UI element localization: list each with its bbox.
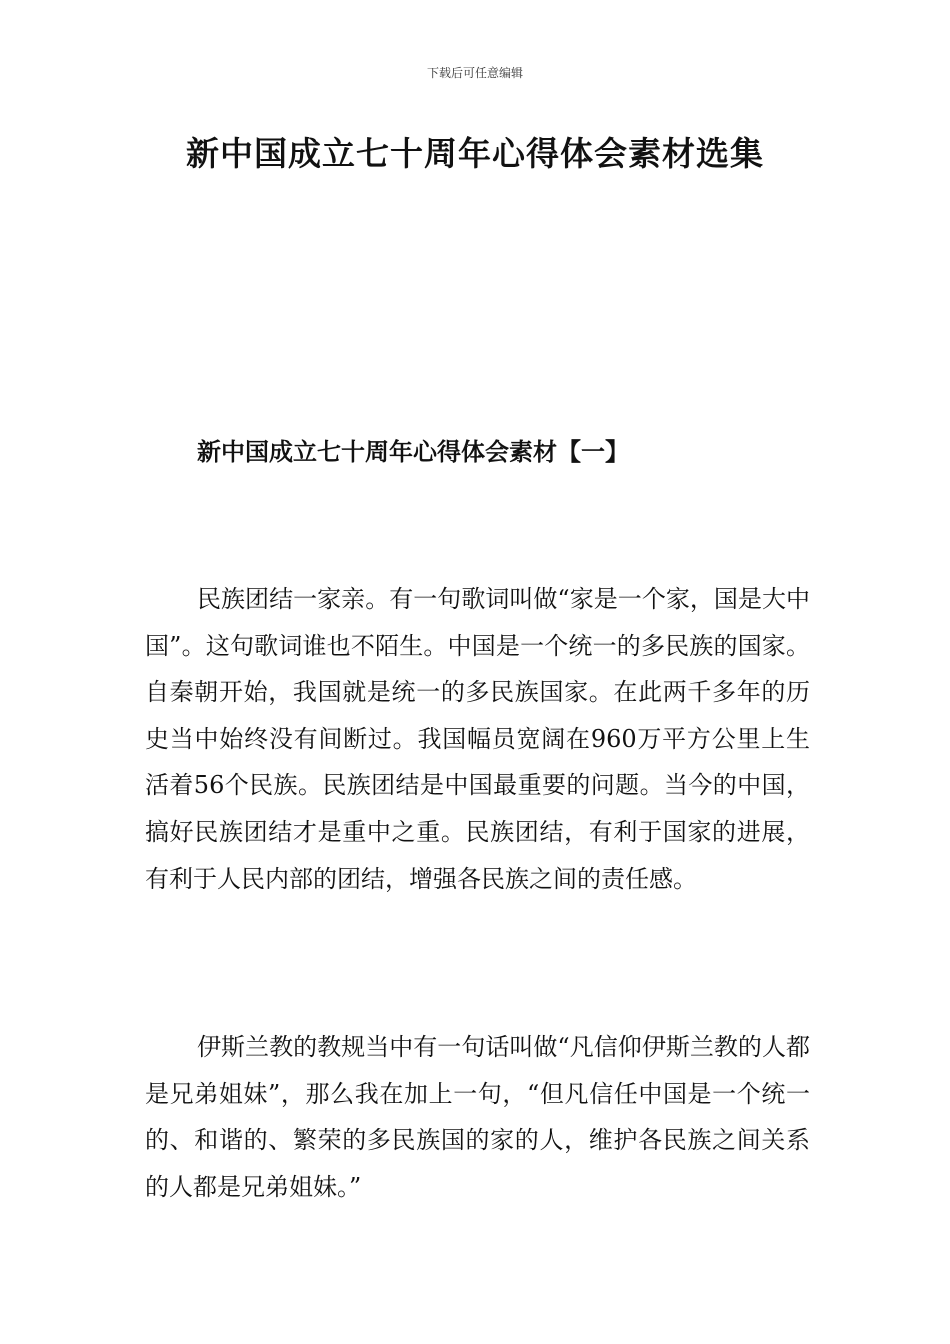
body-paragraph-2: 伊斯兰教的教规当中有一句话叫做“凡信仰伊斯兰教的人都是兄弟姐妹”，那么我在加上一句，“但凡信任中国是一个统一的、和谐的、繁荣的多民族国的家的人，维护各民族之间关系的人都是兄弟姐妹。” bbox=[145, 1033, 810, 1201]
section-heading: 新中国成立七十周年心得体会素材【一】 bbox=[197, 437, 629, 466]
header-note: 下载后可任意编辑 bbox=[426, 66, 523, 80]
document-title: 新中国成立七十周年心得体会素材选集 bbox=[186, 134, 764, 173]
body-paragraph-1: 民族团结一家亲。有一句歌词叫做“家是一个家，国是大中国”。这句歌词谁也不陌生。中国是一个统一的多民族的国家。自秦朝开始，我国就是统一的多民族国家。在此两千多年的历史当中始终没有间断过。我国幅员宽阔在960万平方公里上生活着56个民族。民族团结是中国最重要的问题。当今的中国，搞好民族团结才是重中之重。民族团结，有利于国家的进展，有利于人民内部的团结，增强各民族之间的责任感。 bbox=[145, 585, 810, 893]
